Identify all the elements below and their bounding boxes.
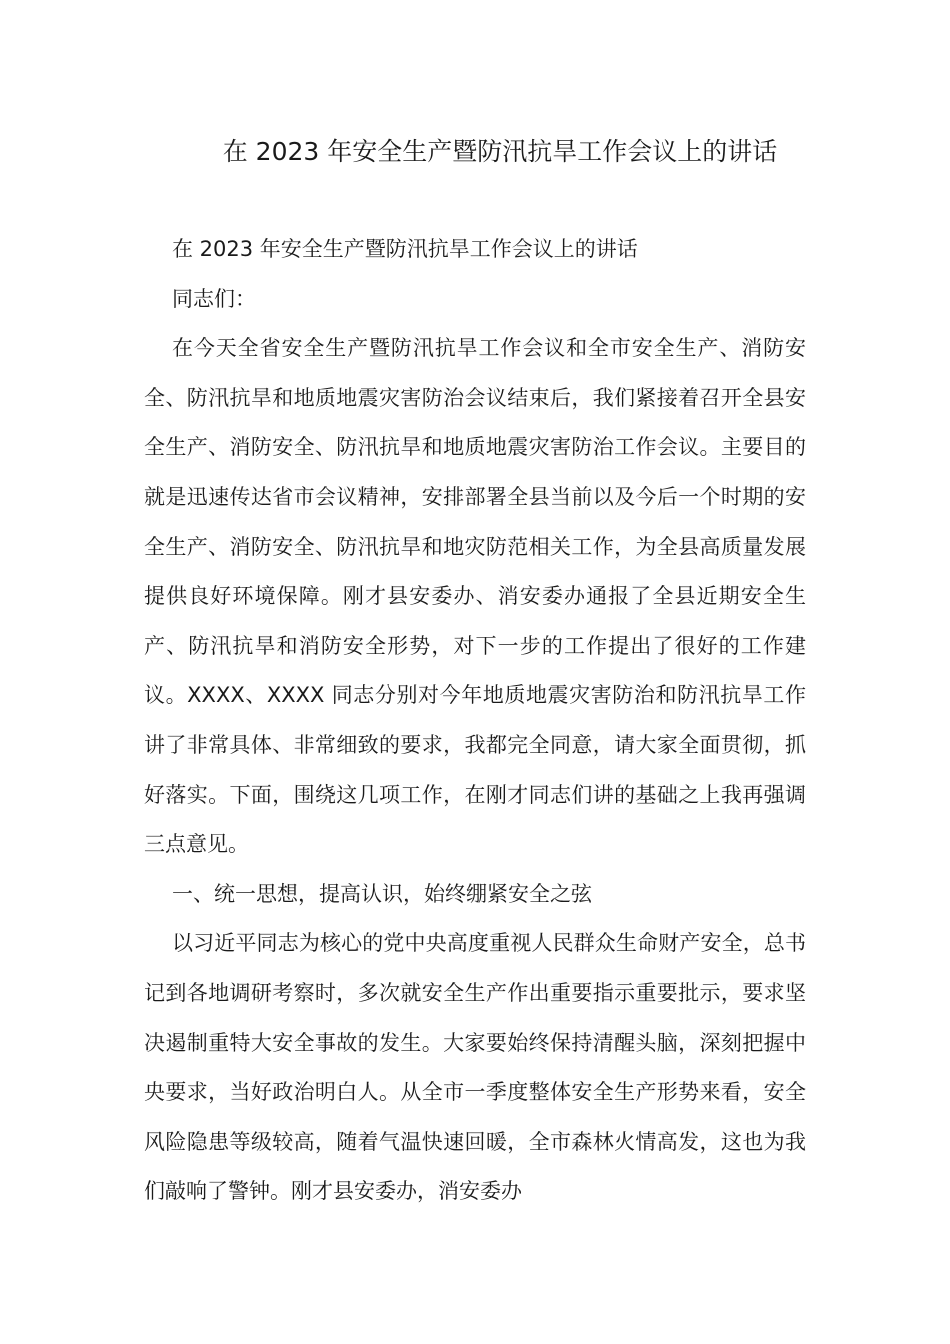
document-body [144, 225, 806, 1217]
paragraph-salutation: 同志们： [172, 286, 256, 311]
document-title: 在 2023 年安全生产暨防汛抗旱工作会议上的讲话 [222, 137, 778, 166]
paragraph-intro: 在今天全省安全生产暨防汛抗旱工作会议和全市安全生产、消防安全、防汛抗旱和地质地震灾害防治会议结束后，我们紧接着召开全县安全生产、消防安全、防汛抗旱和地质地震灾害防治工作会议。主要目的就是迅速传达省市会议精神，安排部署全县当前以及今后一个时期的安全生产、消防安全、防汛抗旱和地灾防范相关工作，为全县高质量发展提供良好环境保障。刚才县安委办、消安委办通报了全县近期安全生产、防汛抗旱和消防安全形势，对下一步的工作提出了很好的工作建议。XXXX、XXXX 同志分别对今年地质地震灾害防治和防汛抗旱工作讲了非常具体、非常细致的要求，我都完全同意，请大家全面贯彻，抓好落实。下面，围绕这几项工作，在刚才同志们讲的基础之上我再强调三点意见。 [144, 336, 806, 857]
paragraph-section-1: 以习近平同志为核心的党中央高度重视人民群众生命财产安全，总书记到各地调研考察时，多次就安全生产作出重要指示重要批示，要求坚决遏制重特大安全事故的发生。大家要始终保持清醒头脑，深刻把握中央要求，当好政治明白人。从全市一季度整体安全生产形势来看，安全风险隐患等级较高，随着气温快速回暖，全市森林火情高发，这也为我们敲响了警钟。刚才县安委办，消安委办 [144, 931, 806, 1204]
paragraph-subtitle: 在 2023 年安全生产暨防汛抗旱工作会议上的讲话 [172, 237, 638, 261]
section-heading-1: 一、统一思想，提高认识，始终绷紧安全之弦 [172, 881, 592, 906]
